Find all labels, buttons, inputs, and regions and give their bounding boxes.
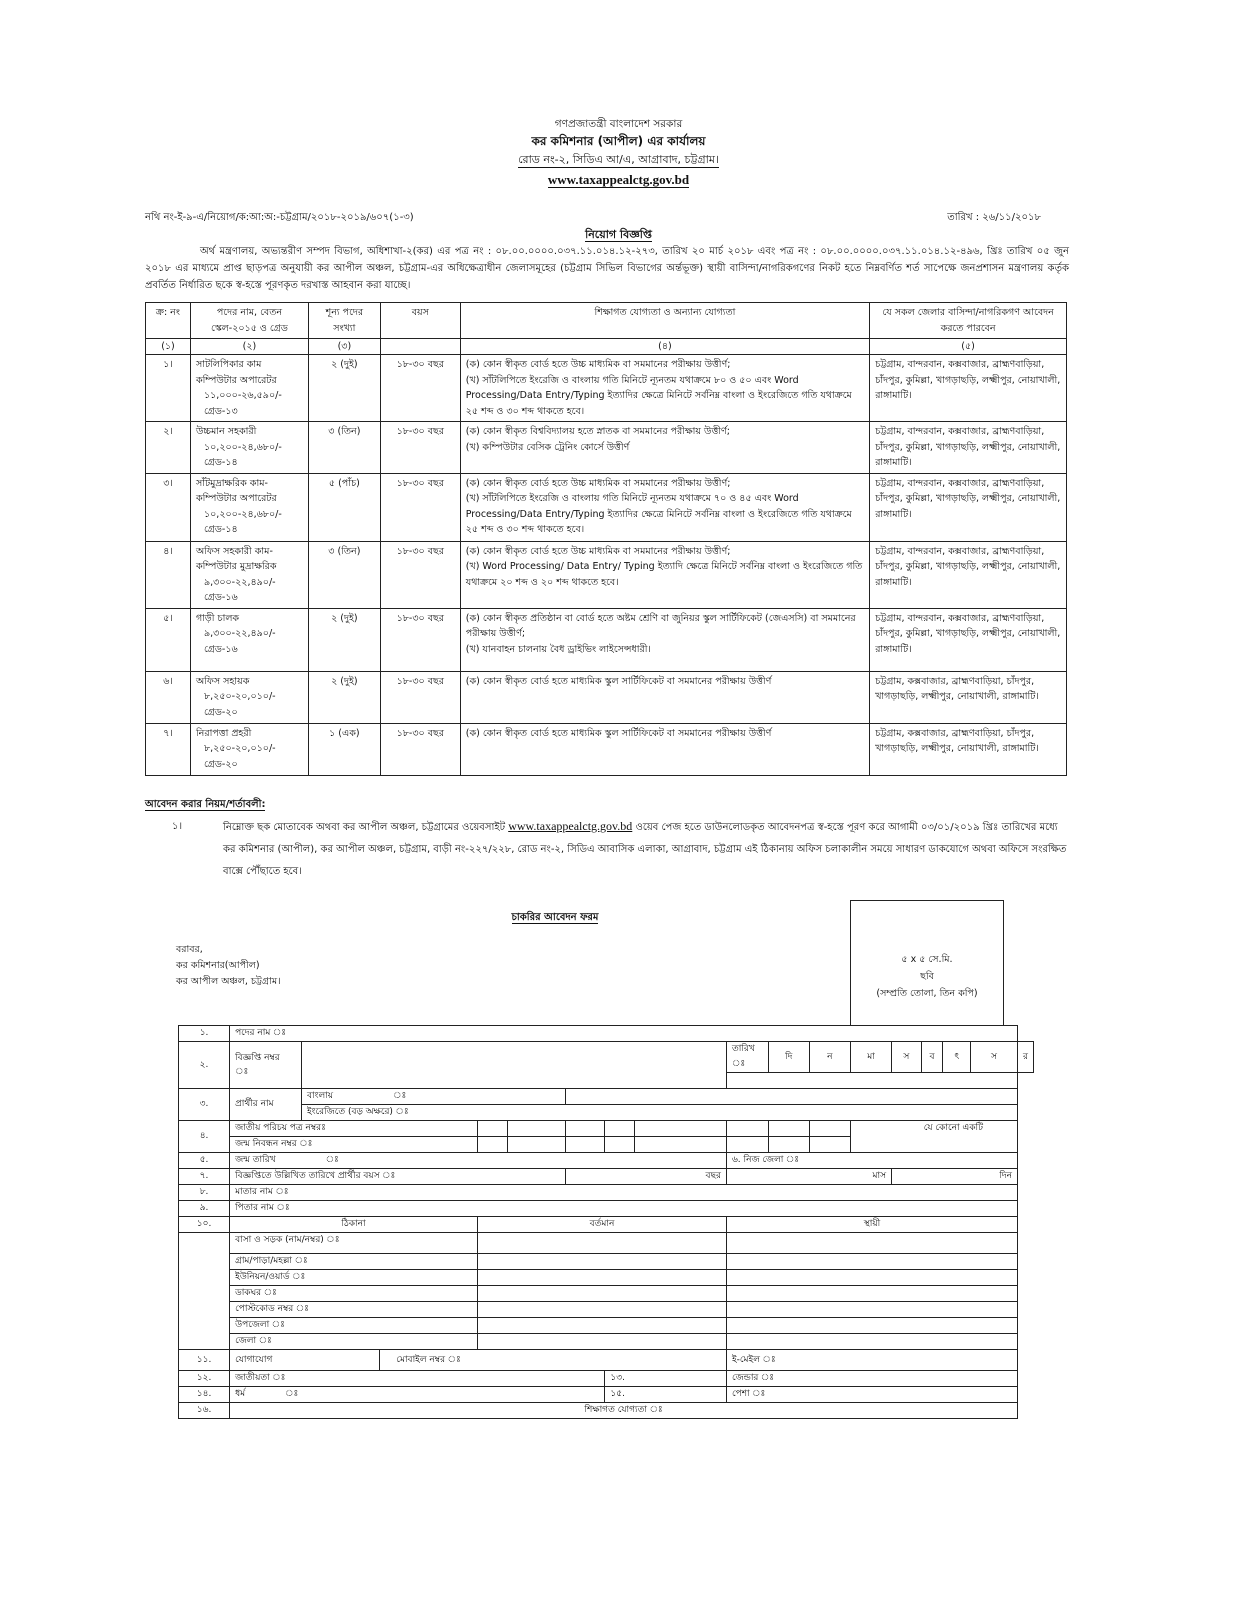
address-row (179, 1318, 1034, 1334)
row-index: ৮. (179, 1185, 230, 1201)
col-number (380, 339, 460, 355)
col-number: (১) (146, 339, 191, 355)
header-post: পদের নাম, বেতন স্কেল-২০১৫ ও গ্রেড (190, 303, 308, 339)
col-number: (৪) (460, 339, 869, 355)
nid-label: জাতীয় পরিচয় পত্র নম্বরঃ (230, 1121, 478, 1137)
address-sub-label: ডাকঘর ঃ (230, 1286, 478, 1302)
memo-date: তারিখ : ২৬/১১/২০১৮ (947, 212, 1041, 223)
vacancy-table (145, 302, 1067, 776)
permanent-address-field[interactable] (726, 1254, 1017, 1270)
nid-cell[interactable] (768, 1121, 809, 1137)
row-post: নিরাপত্তা প্রহরী ৮,২৫০-২০,০১০/- গ্রেড-২০ (190, 723, 308, 775)
row-qualification: (ক) কোন স্বীকৃত বোর্ড হতে উচ্চ মাধ্যমিক বা সমমানের পরীক্ষায় উত্তীর্ণ; (খ) Word Processing/ Data Entry/ Typing ইত্যাদি ক্ষেত্রে মিনিটে সর্বনিম্ন বাংলা ও ইংরেজিতে গতি যথাক্রমে ২০ শব্দ ও ২০ শব্দ থাকতে হবে। (460, 541, 869, 608)
rule-text: নিম্নোক্ত ছক মোতাবেক অথবা কর আপীল অঞ্চল, চট্টগ্রামের ওয়েবসাইট www.taxappealctg.gov.bd ওয়েব পেজ হতে ডাউনলোডকৃত আবেদনপত্র স্ব-হস্তে পূরণ করে আগামী ০৩/০১/২০১৯ খ্রিঃ তারিখের মধ্যে কর কমিশনার (আপীল), কর আপীল অঞ্চল, চট্টগ্রাম, বাড়ী নং-২২৭/২২৮, রোড নং-২, সিডিএ আবাসিক এলাকা, আগ্রাবাদ, চট্টগ্রাম এই ঠিকানায় অফিস চলাকালীন সময়ে সাধারণ ডাকযোগে অথবা অফিসে সংরক্ষিত বাক্সে পৌঁছাতে হবে। (223, 819, 1067, 877)
age-days-field[interactable]: দিন (892, 1169, 1018, 1185)
address-sub-label: জেলা ঃ (230, 1334, 478, 1350)
row-post: অফিস সহায়ক ৮,২৫০-২০,০১০/- গ্রেড-২০ (190, 671, 308, 723)
age-years-field[interactable]: বছর (566, 1169, 727, 1185)
table-row (146, 422, 1067, 474)
row-districts: চট্টগ্রাম, বান্দরবান, কক্সবাজার, ব্রাহ্মণবাড়িয়া, চাঁদপুর, কুমিল্লা, খাগড়াছড়ি, লক্ষ্মীপুর, নোয়াখালী, রাঙ্গামাটি। (870, 608, 1067, 671)
birthreg-cell[interactable] (507, 1137, 566, 1153)
date-cell[interactable]: র (1018, 1042, 1034, 1073)
row-index: ১২. (179, 1371, 230, 1387)
contact-label: যোগাযোগ (230, 1350, 380, 1371)
row-age: ১৮-৩০ বছর (380, 355, 460, 422)
table-row (146, 355, 1067, 422)
permanent-address-header: স্থায়ী (726, 1217, 1017, 1233)
notice-title: নিয়োগ বিজ্ঞপ্তি (585, 228, 652, 241)
present-address-header: বর্তমান (478, 1217, 727, 1233)
form-row-education (179, 1403, 1034, 1419)
col-number: (৫) (870, 339, 1067, 355)
memo-number: নথি নং-ই-৯-এ/নিয়োগ/ক:আ:অ:-চট্টগ্রাম/২০১৮-২০১৯/৬০৭(১-৩) (145, 212, 414, 223)
row-districts: চট্টগ্রাম, কক্সবাজার, ব্রাহ্মণবাড়িয়া, চাঁদপুর, খাগড়াছড়ি, লক্ষ্মীপুর, নোয়াখালী, রাঙ্গামাটি। (870, 671, 1067, 723)
row-districts: চট্টগ্রাম, বান্দরবান, কক্সবাজার, ব্রাহ্মণবাড়িয়া, চাঁদপুর, কুমিল্লা, খাগড়াছড়ি, লক্ষ্মীপুর, নোয়াখালী, রাঙ্গামাটি। (870, 422, 1067, 474)
photo-box: ৫ x ৫ সে.মি. ছবি (সম্প্রতি তোলা, তিন কপি) (850, 900, 1004, 1026)
col-number: (২) (190, 339, 308, 355)
date-cell[interactable]: স (892, 1042, 922, 1073)
row-qualification: (ক) কোন স্বীকৃত বোর্ড হতে উচ্চ মাধ্যমিক বা সমমানের পরীক্ষায় উত্তীর্ণ; (খ) সাঁটলিপিতে ইংরেজি ও বাংলায় গতি মিনিটে ন্যূনতম যথাক্রমে ৮০ ও ৫০ এবং Word Processing/Data Entry/Typing ইত্যাদির ক্ষেত্রে মিনিটে সর্বনিম্ন বাংলা ও ইংরেজিতে গতি যথাক্রমে ২৫ শব্দ ও ৩০ শব্দ থাকতে হবে। (460, 355, 869, 422)
address-sub-label: পোস্টকোড নম্বর ঃ (230, 1302, 478, 1318)
row-serial: ৫। (146, 608, 191, 671)
dob-field[interactable]: জন্ম তারিখ ঃ (230, 1153, 727, 1169)
row-index: ৯. (179, 1201, 230, 1217)
nid-cell[interactable] (726, 1121, 768, 1137)
table-row (146, 608, 1067, 671)
circular-number-label: বিজ্ঞপ্তি নম্বর ঃ (230, 1042, 302, 1089)
row-districts: চট্টগ্রাম, বান্দরবান, কক্সবাজার, ব্রাহ্মণবাড়িয়া, চাঁদপুর, কুমিল্লা, খাগড়াছড়ি, লক্ষ্মীপুর, নোয়াখালী, রাঙ্গামাটি। (870, 355, 1067, 422)
form-title: চাকরির আবেদন ফরম (511, 912, 599, 923)
birthreg-cell[interactable] (605, 1137, 634, 1153)
form-row-circular (179, 1042, 1034, 1073)
row-qualification: (ক) কোন স্বীকৃত বিশ্ববিদ্যালয় হতে স্নাতক বা সমমানের পরীক্ষায় উত্তীর্ণ; (খ) কম্পিউটার বেসিক ট্রেনিং কোর্সে উত্তীর্ণ (460, 422, 869, 474)
row-post: সাটলিপিকার কাম কম্পিউটার অপারেটর ১১,০০০-২৬,৫৯০/- গ্রেড-১৩ (190, 355, 308, 422)
age-months-field[interactable]: মাস (726, 1169, 891, 1185)
circular-number-field[interactable] (301, 1042, 726, 1089)
row-districts: চট্টগ্রাম, বান্দরবান, কক্সবাজার, ব্রাহ্মণবাড়িয়া, চাঁদপুর, কুমিল্লা, খাগড়াছড়ি, লক্ষ্মীপুর, নোয়াখালী, রাঙ্গামাটি। (870, 473, 1067, 541)
form-row-name-english (179, 1105, 1034, 1121)
form-row-mother (179, 1185, 1034, 1201)
mother-name-field[interactable]: মাতার নাম ঃ (230, 1185, 1018, 1201)
row-index: ১. (179, 1026, 230, 1042)
present-address-field[interactable] (478, 1302, 727, 1318)
row-vacancy: ২ (দুই) (308, 608, 380, 671)
table-row (146, 541, 1067, 608)
home-district-field[interactable]: ৬. নিজ জেলা ঃ (726, 1153, 1017, 1169)
rule-number: ১। (172, 821, 183, 832)
father-name-field[interactable]: পিতার নাম ঃ (230, 1201, 1018, 1217)
row-vacancy: ২ (দুই) (308, 355, 380, 422)
nid-cell[interactable] (566, 1121, 605, 1137)
form-row-name (179, 1089, 1034, 1105)
birthreg-cell[interactable] (634, 1137, 726, 1153)
header-age: বয়স (380, 303, 460, 339)
notice-intro: অর্থ মন্ত্রণালয়, অভ্যন্তরীণ সম্পদ বিভাগ, অধিশাখা-২(কর) এর পত্র নং : ০৮.০০.০০০০.০৩৭.১১.০১৪.১২-২৭৩, তারিখ ২০ মার্চ ২০১৮ এবং পত্র নং : ০৮.০০.০০০০.০৩৭.১১.০১৪.১২-৪৯৬, খ্রিঃ তারিখ ০৫ জুন ২০১৮ এর মাধ্যমে প্রাপ্ত ছাড়পত্র অনুযায়ী কর আপীল অঞ্চল, চট্টগ্রাম-এর অধিক্ষেত্রাধীন জেলাসমূহের (চট্টগ্রাম সিভিল বিভাগের অর্ন্তভূক্ত) স্থায়ী বাসিন্দা/নাগরিকগণের নিকট হতে নিম্নবর্ণিত শর্ত সাপেক্ষে জনপ্রশাসন মন্ত্রণালয় কর্তৃক প্রবর্তিত নির্ধারিত ছকে স্ব-হস্তে পূরণকৃত দরখাস্ত আহবান করা যাচ্ছে। (145, 246, 1069, 291)
form-row-age (179, 1169, 1034, 1185)
name-english-field[interactable]: ইংরেজিতে (বড় অক্ষরে) ঃ (301, 1105, 1017, 1121)
row-index-blank (179, 1233, 230, 1350)
row-index: ৪. (179, 1121, 230, 1153)
form-row-dob (179, 1153, 1034, 1169)
row-index: ১১. (179, 1350, 230, 1371)
present-address-field[interactable] (478, 1334, 727, 1350)
email-field[interactable]: ই-মেইল ঃ (726, 1350, 1017, 1371)
govt-name: গণপ্রজাতন্ত্রী বাংলাদেশ সরকার (554, 118, 683, 130)
row-post: সাঁটমুদ্রাক্ষরিক কাম- কম্পিউটার অপারেটর ১০,২০০-২৪,৬৮০/- গ্রেড-১৪ (190, 473, 308, 541)
nid-cell[interactable] (809, 1121, 850, 1137)
birthreg-cell[interactable] (726, 1137, 768, 1153)
row-vacancy: ৩ (তিন) (308, 541, 380, 608)
either-one-note: যে কোনো একটি (850, 1121, 1017, 1153)
row-qualification: (ক) কোন স্বীকৃত প্রতিষ্ঠান বা বোর্ড হতে অষ্টম শ্রেণি বা জুনিয়র স্কুল সার্টিফিকেট (জেএসসি) বা সমমানের পরীক্ষায় উত্তীর্ণ; (খ) যানবাহন চালনায় বৈধ ড্রাইভিং লাইসেন্সধারী। (460, 608, 869, 671)
address-row (179, 1270, 1034, 1286)
row-post: গাড়ী চালক ৯,৩০০-২২,৪৯০/- গ্রেড-১৬ (190, 608, 308, 671)
row-qualification: (ক) কোন স্বীকৃত বোর্ড হতে মাধ্যমিক স্কুল সার্টিফিকেট বা সমমানের পরীক্ষায় উত্তীর্ণ (460, 723, 869, 775)
birthreg-cell[interactable] (768, 1137, 809, 1153)
row-serial: ৪। (146, 541, 191, 608)
table-row (146, 671, 1067, 723)
name-bangla-field[interactable]: বাংলায় ঃ (301, 1089, 565, 1105)
date-cell[interactable]: মা (850, 1042, 891, 1073)
row-serial: ৬। (146, 671, 191, 723)
mobile-field[interactable]: মোবাইল নম্বর ঃ (380, 1350, 727, 1371)
address-sub-label: গ্রাম/পাড়া/মহল্লা ঃ (230, 1254, 478, 1270)
address-row (179, 1302, 1034, 1318)
row-serial: ২। (146, 422, 191, 474)
row-index: ১০. (179, 1217, 230, 1233)
form-row-father (179, 1201, 1034, 1217)
column-number-row (146, 339, 1067, 355)
header-serial: ক্র: নং (146, 303, 191, 339)
form-row-nid (179, 1121, 1034, 1137)
nid-cell[interactable] (507, 1121, 566, 1137)
gender-field[interactable]: জেন্ডার ঃ (726, 1371, 1017, 1387)
present-address-field[interactable] (478, 1286, 727, 1302)
row-index: ৫. (179, 1153, 230, 1169)
row-qualification: (ক) কোন স্বীকৃত বোর্ড হতে মাধ্যমিক স্কুল সার্টিফিকেট বা সমমানের পরীক্ষায় উত্তীর্ণ (460, 671, 869, 723)
office-name: কর কমিশনার (আপীল) এর কার্যালয় (531, 134, 706, 148)
row-qualification: (ক) কোন স্বীকৃত বোর্ড হতে উচ্চ মাধ্যমিক বা সমমানের পরীক্ষায় উত্তীর্ণ; (খ) সাঁটলিপিতে ইংরেজি ও বাংলায় গতি মিনিটে ন্যূনতম যথাক্রমে ৭০ ও ৪৫ এবং Word Processing/Data Entry/Typing ইত্যাদির ক্ষেত্রে মিনিটে সর্বনিম্ন বাংলা ও ইংরেজিতে গতি যথাক্রমে ২৫ শব্দ ও ৩০ শব্দ থাকতে হবে। (460, 473, 869, 541)
present-address-field[interactable] (478, 1233, 727, 1254)
form-row-contact (179, 1350, 1034, 1371)
row-vacancy: ৫ (পাঁচ) (308, 473, 380, 541)
address-sub-label: বাসা ও সড়ক (নাম/নম্বর) ঃ (230, 1233, 478, 1254)
religion-field[interactable]: ধর্ম ঃ (230, 1387, 605, 1403)
col-number: (৩) (308, 339, 380, 355)
birthreg-cell[interactable] (809, 1137, 850, 1153)
form-row-address-head (179, 1217, 1034, 1233)
row-vacancy: ২ (দুই) (308, 671, 380, 723)
row-index-13: ১৩. (605, 1371, 727, 1387)
date-label: তারিখ ঃ (726, 1042, 768, 1073)
form-row-nationality (179, 1371, 1034, 1387)
row-age: ১৮-৩০ বছর (380, 541, 460, 608)
address-sub-label: ইউনিয়ন/ওয়ার্ড ঃ (230, 1270, 478, 1286)
address-row (179, 1233, 1034, 1254)
rules-heading: আবেদন করার নিয়ম/শর্তাবলী: (145, 799, 266, 810)
address-label: ঠিকানা (230, 1217, 478, 1233)
education-label: শিক্ষাগত যোগ্যতা ঃ (230, 1403, 1018, 1419)
header-qualification: শিক্ষাগত যোগ্যতা ও অন্যান্য যোগ্যতা (460, 303, 869, 339)
permanent-address-field[interactable] (726, 1302, 1017, 1318)
row-index: ৭. (179, 1169, 230, 1185)
row-serial: ৭। (146, 723, 191, 775)
row-vacancy: ১ (এক) (308, 723, 380, 775)
nid-cell[interactable] (605, 1121, 634, 1137)
office-address: রোড নং-২, সিডিএ আ/এ, আগ্রাবাদ, চট্টগ্রাম। (518, 153, 719, 166)
addressee: বরাবর, কর কমিশনার(আপীল) কর আপীল অঞ্চল, চট্টগ্রাম। (176, 944, 281, 987)
address-row (179, 1254, 1034, 1270)
permanent-address-field[interactable] (726, 1270, 1017, 1286)
date-cell[interactable]: ৎ (943, 1042, 971, 1073)
permanent-address-field[interactable] (726, 1334, 1017, 1350)
permanent-address-field[interactable] (726, 1318, 1017, 1334)
application-form (178, 1025, 1034, 1419)
date-cell[interactable]: ব (921, 1042, 943, 1073)
row-age: ১৮-৩০ বছর (380, 422, 460, 474)
date-cell[interactable]: দি (768, 1042, 809, 1073)
row-districts: চট্টগ্রাম, বান্দরবান, কক্সবাজার, ব্রাহ্মণবাড়িয়া, চাঁদপুর, কুমিল্লা, খাগড়াছড়ি, লক্ষ্মীপুর, নোয়াখালী, রাঙ্গামাটি। (870, 541, 1067, 608)
row-post: অফিস সহকারী কাম- কম্পিউটার মুদ্রাক্ষরিক ৯,৩০০-২২,৪৯০/- গ্রেড-১৬ (190, 541, 308, 608)
applicant-name-label: প্রার্থীর নাম (230, 1089, 302, 1121)
present-address-field[interactable] (478, 1318, 727, 1334)
nid-cell[interactable] (478, 1121, 508, 1137)
row-index: ৩. (179, 1089, 230, 1121)
date-cell[interactable]: ন (809, 1042, 850, 1073)
row-index-15: ১৫. (605, 1387, 727, 1403)
row-age: ১৮-৩০ বছর (380, 671, 460, 723)
table-header-row (146, 303, 1067, 339)
row-serial: ৩। (146, 473, 191, 541)
birth-reg-label: জন্ম নিবন্ধন নম্বর ঃ (230, 1137, 478, 1153)
row-index: ২. (179, 1042, 230, 1089)
row-index: ১৬. (179, 1403, 230, 1419)
row-districts: চট্টগ্রাম, কক্সবাজার, ব্রাহ্মণবাড়িয়া, চাঁদপুর, খাগড়াছড়ি, লক্ষ্মীপুর, নোয়াখালী, রাঙ্গামাটি। (870, 723, 1067, 775)
address-row (179, 1286, 1034, 1302)
row-post: উচ্চমান সহকারী ১০,২০০-২৪,৬৮০/- গ্রেড-১৪ (190, 422, 308, 474)
table-row (146, 723, 1067, 775)
header-vacancy: শূন্য পদের সংখ্যা (308, 303, 380, 339)
present-address-field[interactable] (478, 1270, 727, 1286)
row-age: ১৮-৩০ বছর (380, 608, 460, 671)
present-address-field[interactable] (478, 1254, 727, 1270)
form-row-post (179, 1026, 1034, 1042)
address-row (179, 1334, 1034, 1350)
age-label: বিজ্ঞপ্তিতে উল্লিখিত তারিখে প্রার্থীর বয়স ঃ (230, 1169, 566, 1185)
row-age: ১৮-৩০ বছর (380, 723, 460, 775)
date-field[interactable] (726, 1073, 1017, 1089)
permanent-address-field[interactable] (726, 1233, 1017, 1254)
permanent-address-field[interactable] (726, 1286, 1017, 1302)
nid-cell[interactable] (634, 1121, 726, 1137)
birthreg-cell[interactable] (478, 1137, 508, 1153)
row-vacancy: ৩ (তিন) (308, 422, 380, 474)
name-bangla-value[interactable] (566, 1089, 1018, 1105)
form-row-religion (179, 1387, 1034, 1403)
header-districts: যে সকল জেলার বাসিন্দা/নাগরিকগণ আবেদন করতে পারবেন (870, 303, 1067, 339)
birthreg-cell[interactable] (566, 1137, 605, 1153)
row-index: ১৪. (179, 1387, 230, 1403)
table-row (146, 473, 1067, 541)
date-cell[interactable]: স (971, 1042, 1018, 1073)
post-name-field[interactable]: পদের নাম ঃ (230, 1026, 1018, 1042)
rule-website-link[interactable]: www.taxappealctg.gov.bd (508, 819, 633, 833)
nationality-field[interactable]: জাতীয়তা ঃ (230, 1371, 605, 1387)
website-link[interactable]: www.taxappealctg.gov.bd (547, 172, 690, 187)
row-serial: ১। (146, 355, 191, 422)
occupation-field[interactable]: পেশা ঃ (726, 1387, 1017, 1403)
address-sub-label: উপজেলা ঃ (230, 1318, 478, 1334)
row-age: ১৮-৩০ বছর (380, 473, 460, 541)
